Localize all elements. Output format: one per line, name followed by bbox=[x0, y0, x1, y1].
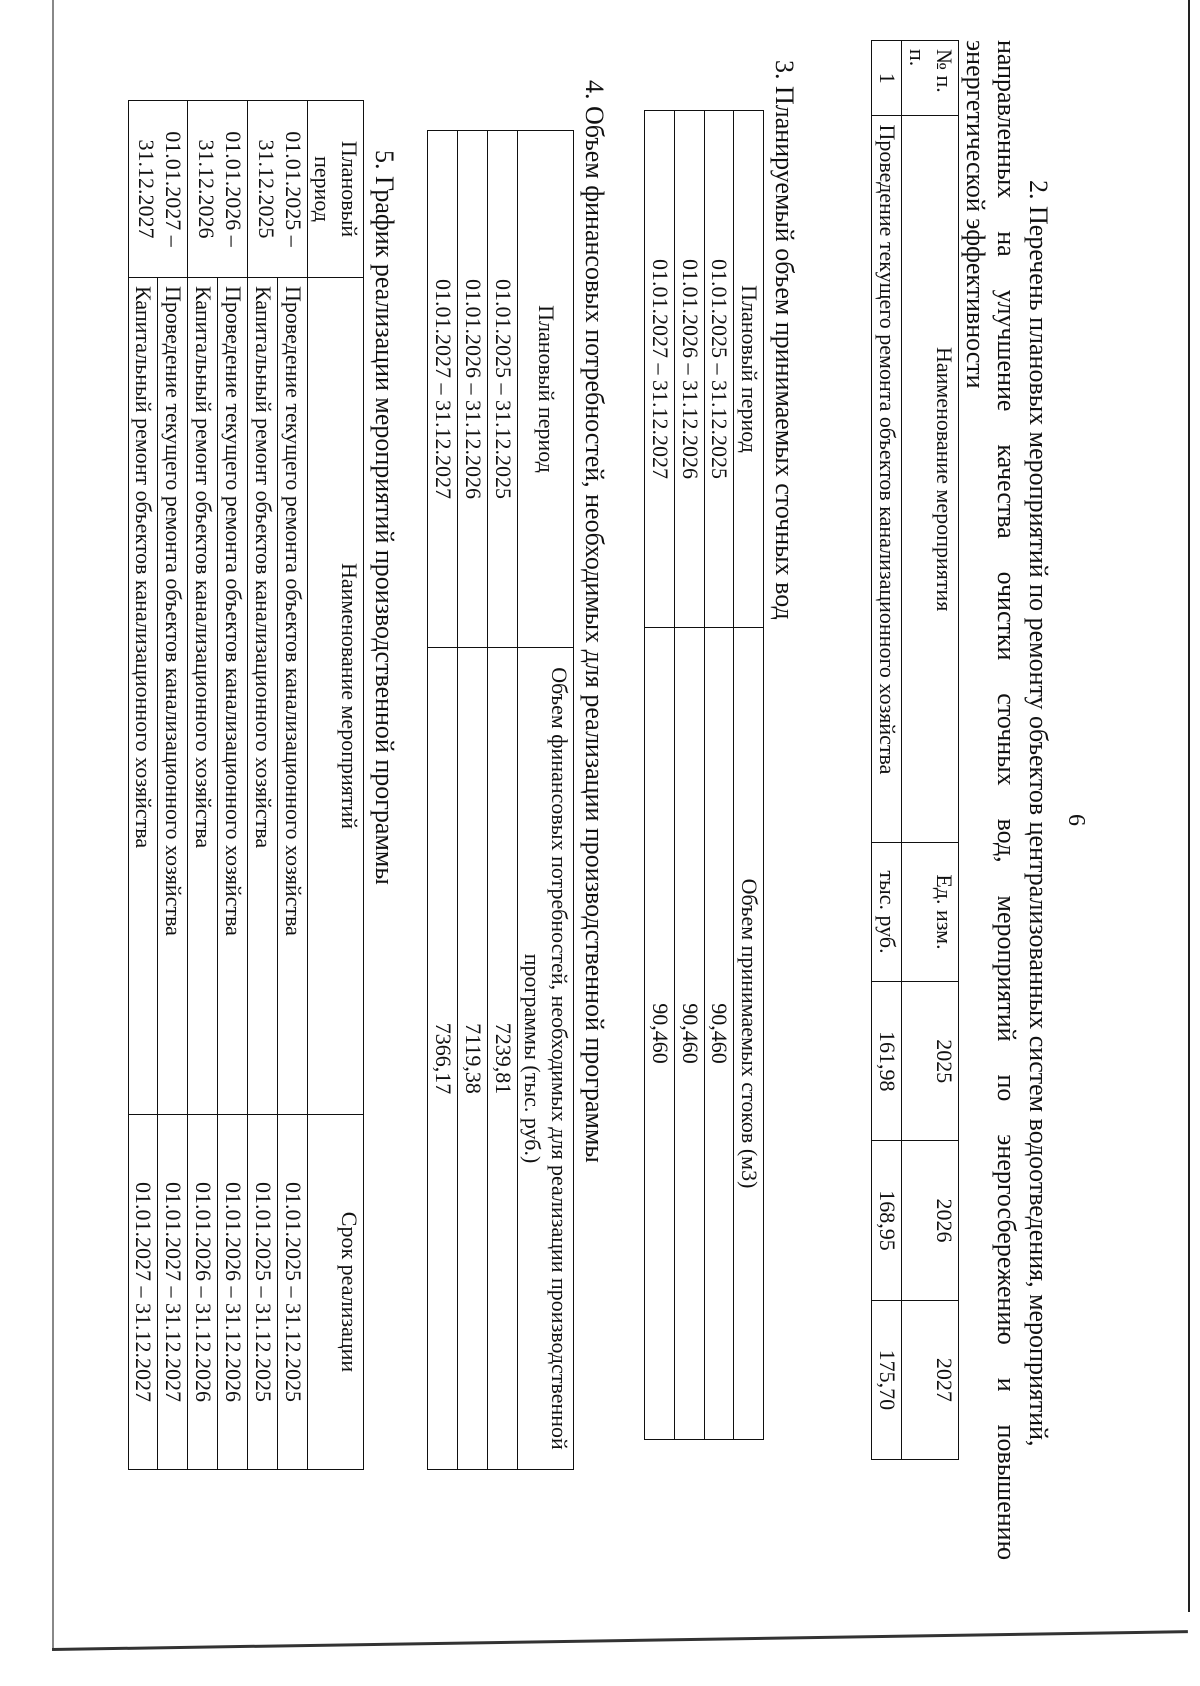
period-cell: 01.01.2027 – 31.12.2027 bbox=[644, 111, 674, 628]
section-5 bbox=[128, 100, 400, 1520]
section-3 bbox=[644, 60, 800, 1460]
header-name: Наименование мероприятия bbox=[902, 116, 959, 842]
section-5-title: 5. График реализации мероприятий производственной программы bbox=[370, 150, 399, 885]
finance-cell: 7119,38 bbox=[457, 648, 487, 1470]
section-2-title-line1: 2. Перечень плановых мероприятий по ремонту объектов централизованных систем водоотведения, мероприятий, bbox=[1024, 180, 1053, 1447]
activity-cell: Капитальный ремонт объектов канализационного хозяйства bbox=[128, 278, 158, 1115]
activity-cell: Проведение текущего ремонта объектов канализационного хозяйства bbox=[277, 278, 307, 1115]
table-row bbox=[128, 101, 158, 1470]
header-volume: Объем принимаемых стоков (м3) bbox=[734, 628, 764, 1440]
scan-bottom-edge bbox=[52, 1630, 1188, 1651]
header-2027: 2027 bbox=[902, 1300, 959, 1459]
activity-cell: Проведение текущего ремонта объектов канализационного хозяйства bbox=[158, 278, 188, 1115]
term-cell: 01.01.2027 – 31.12.2027 bbox=[128, 1115, 158, 1470]
table-row bbox=[704, 111, 734, 1440]
period-cell: 01.01.2026 – 31.12.2026 bbox=[674, 111, 704, 628]
page-number: 6 bbox=[1063, 814, 1089, 826]
table-row bbox=[674, 111, 704, 1440]
activity-cell: Капитальный ремонт объектов канализационного хозяйства bbox=[188, 278, 218, 1115]
section-5-table bbox=[128, 100, 365, 1470]
header-2026: 2026 bbox=[902, 1141, 959, 1300]
term-cell: 01.01.2025 – 31.12.2025 bbox=[247, 1115, 277, 1470]
row-unit: тыс. руб. bbox=[872, 842, 902, 981]
period-cell: 01.01.2026 – 31.12.2026 bbox=[457, 131, 487, 648]
table-row bbox=[188, 101, 218, 1470]
section-4-header-row bbox=[517, 131, 574, 1470]
term-cell: 01.01.2026 – 31.12.2026 bbox=[188, 1115, 218, 1470]
finance-cell: 7366,17 bbox=[428, 648, 458, 1470]
table-row bbox=[428, 131, 458, 1470]
volume-cell: 90,460 bbox=[674, 628, 704, 1440]
section-4-table bbox=[427, 130, 574, 1470]
volume-cell: 90,460 bbox=[704, 628, 734, 1440]
section-2-table bbox=[871, 40, 958, 1460]
table-row bbox=[644, 111, 674, 1440]
section-2-title-line2: направленных на улучшение качества очистки сточных вод, мероприятий по энергосбережению и повышению bbox=[992, 40, 1022, 1560]
header-2025: 2025 bbox=[902, 982, 959, 1141]
section-5-header-row bbox=[307, 101, 364, 1470]
header-num: № п. п. bbox=[902, 41, 959, 116]
table-row bbox=[247, 101, 277, 1470]
scan-right-edge bbox=[1188, 0, 1190, 1612]
term-cell: 01.01.2025 – 31.12.2025 bbox=[277, 1115, 307, 1470]
rotated-document bbox=[50, 40, 1100, 1600]
section-4 bbox=[427, 80, 610, 1480]
header-term: Срок реализации bbox=[307, 1115, 364, 1470]
section-2-header-row bbox=[902, 41, 959, 1460]
volume-cell: 90,460 bbox=[644, 628, 674, 1440]
table-row bbox=[218, 101, 248, 1470]
table-row bbox=[872, 41, 902, 1460]
header-finance: Объем финансовых потребностей, необходимых для реализации производственной программы (тыс. руб.) bbox=[517, 648, 574, 1470]
header-period: Плановый период bbox=[307, 101, 364, 278]
section-4-title: 4. Объем финансовых потребностей, необходимых для реализации производственной программы bbox=[580, 80, 609, 1163]
section-3-table bbox=[644, 110, 764, 1440]
section-3-header-row bbox=[734, 111, 764, 1440]
header-period: Плановый период bbox=[734, 111, 764, 628]
section-3-title: 3. Планируемый объем принимаемых сточных вод bbox=[770, 60, 799, 620]
row-2027: 175,70 bbox=[872, 1300, 902, 1459]
group-period-cell: 01.01.2027 – 31.12.2027 bbox=[128, 101, 188, 278]
header-activities: Наименование мероприятий bbox=[307, 278, 364, 1115]
term-cell: 01.01.2026 – 31.12.2026 bbox=[218, 1115, 248, 1470]
period-cell: 01.01.2027 – 31.12.2027 bbox=[428, 131, 458, 648]
section-2 bbox=[871, 40, 1054, 1560]
row-2025: 161,98 bbox=[872, 982, 902, 1141]
activity-cell: Проведение текущего ремонта объектов канализационного хозяйства bbox=[218, 278, 248, 1115]
group-period-cell: 01.01.2026 – 31.12.2026 bbox=[188, 101, 248, 278]
header-period: Плановый период bbox=[517, 131, 574, 648]
table-row bbox=[277, 101, 307, 1470]
section-2-title-line3: энергетической эффективности bbox=[960, 40, 990, 389]
table-row bbox=[487, 131, 517, 1470]
table-row bbox=[457, 131, 487, 1470]
row-2026: 168,95 bbox=[872, 1141, 902, 1300]
group-period-cell: 01.01.2025 – 31.12.2025 bbox=[247, 101, 307, 278]
period-cell: 01.01.2025 – 31.12.2025 bbox=[487, 131, 517, 648]
finance-cell: 7239,81 bbox=[487, 648, 517, 1470]
activity-cell: Капитальный ремонт объектов канализационного хозяйства bbox=[247, 278, 277, 1115]
table-row bbox=[158, 101, 188, 1470]
row-num: 1 bbox=[872, 41, 902, 116]
term-cell: 01.01.2027 – 31.12.2027 bbox=[158, 1115, 188, 1470]
row-name: Проведение текущего ремонта объектов канализационного хозяйства bbox=[872, 116, 902, 842]
header-unit: Ед. изм. bbox=[902, 842, 959, 981]
period-cell: 01.01.2025 – 31.12.2025 bbox=[704, 111, 734, 628]
